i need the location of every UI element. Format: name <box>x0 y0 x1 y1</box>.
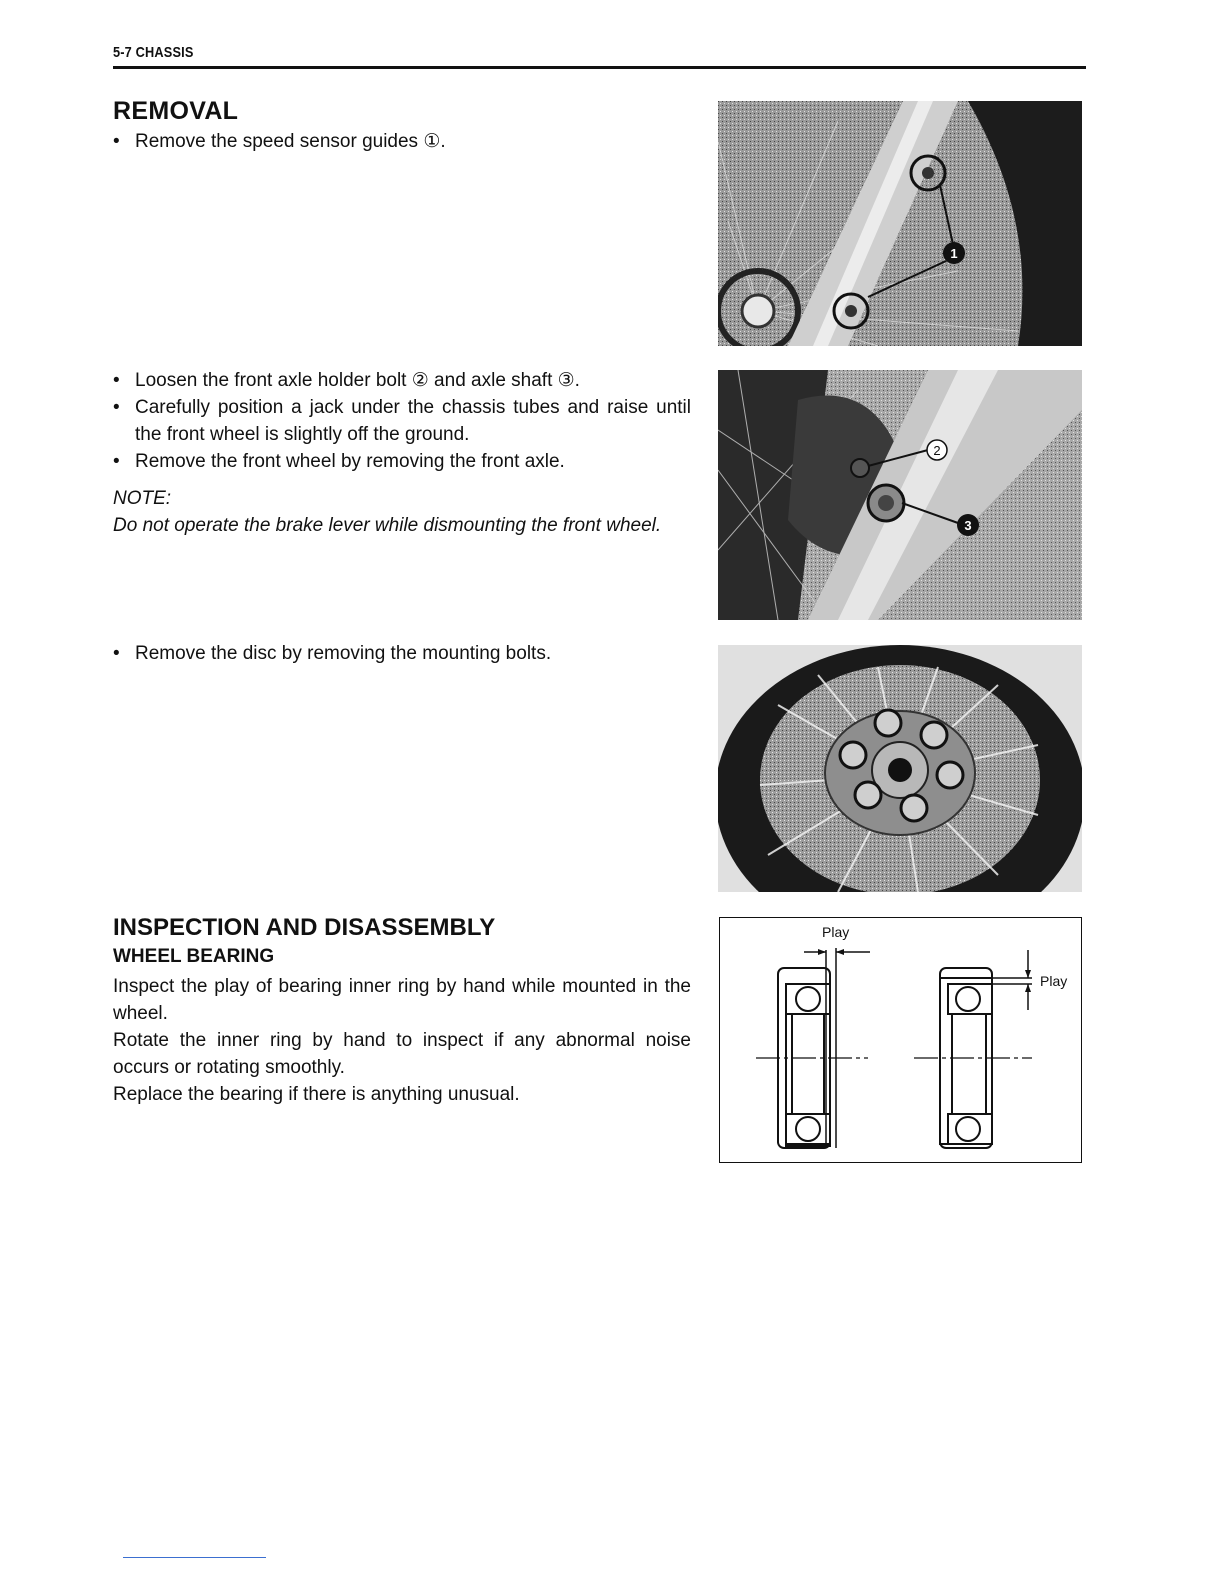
step-remove-disc: • Remove the disc by removing the mounting bolts. <box>113 640 691 667</box>
footer-rule <box>123 1557 266 1558</box>
inspection-paragraph-1: Inspect the play of bearing inner ring by hand while mounted in the wheel. <box>113 976 691 1024</box>
inspection-heading: INSPECTION AND DISASSEMBLY <box>113 914 496 941</box>
note-text: Do not operate the brake lever while dismounting the front wheel. <box>113 515 662 536</box>
callout-3: 3 <box>964 518 972 533</box>
play-label-axial: Play <box>822 924 850 940</box>
play-label-radial: Play <box>1040 973 1068 989</box>
removal-heading: REMOVAL <box>113 97 239 125</box>
photo-speed-sensor-guides <box>718 101 1082 346</box>
step-remove-wheel: • Remove the front wheel by removing the front axle. <box>113 448 691 475</box>
step-position-jack: • Carefully position a jack under the chassis tubes and raise until the front wheel is slightly off the ground. <box>113 394 691 448</box>
inspection-paragraph-2: Rotate the inner ring by hand to inspect if any abnormal noise occurs or rotating smoothly. <box>113 1030 691 1078</box>
section-title: 5-7 CHASSIS <box>113 44 194 61</box>
callout-1: 1 <box>950 246 958 261</box>
photo-brake-disc <box>718 645 1082 892</box>
inspection-paragraphs <box>113 973 691 1108</box>
photo-axle-holder <box>718 370 1082 620</box>
note-label: NOTE: <box>113 488 172 509</box>
removal-step-1 <box>113 128 691 155</box>
step-remove-sensor-guides: • Remove the speed sensor guides ①. <box>113 128 691 155</box>
bearing-diagram-svg <box>720 918 1080 1161</box>
wheel-bearing-subheading: WHEEL BEARING <box>113 946 275 967</box>
step-loosen-axle: • Loosen the front axle holder bolt ② and axle shaft ③. <box>113 367 691 394</box>
removal-step-2-group <box>113 367 691 539</box>
page-header <box>113 44 1086 69</box>
bearing-play-diagram <box>719 917 1082 1163</box>
inspection-paragraph-3: Replace the bearing if there is anything unusual. <box>113 1084 520 1105</box>
removal-step-3 <box>113 640 691 667</box>
callout-2: 2 <box>933 443 941 458</box>
